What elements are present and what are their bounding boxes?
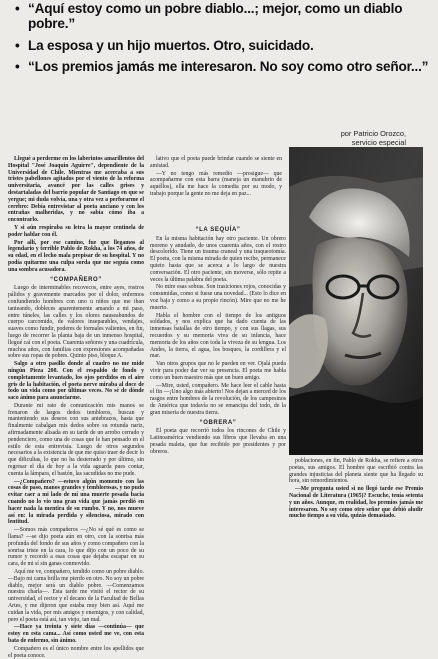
headline-quote-3-text: “Los premios jamás me interesaron. No soy como otro señor...” <box>28 59 429 74</box>
paragraph: —Mire, usted, compañero. Me hace leer el cable hasta el fin —¡Uno algo más abierto! Nos dejan a merced de los rasgos entre hombres de la revolución, de los campesinos de América que todavía no se emancipa del todo, de la gran miseria de nuestra tierra. <box>150 382 286 416</box>
paragraph: Y si aún respiraba su letra la mayor centinela de poder hablar con él. <box>8 224 144 238</box>
article-column-3-bottom <box>289 458 423 596</box>
paragraph: Luego de interminables recovecos, entre ayes, rostros pálidos y gravemente marcados por el dolor, enfermos confundiendo hombres con uno u niños que me iban tanteando, dobleces aparentemente amando a mi paso, entre túneles, las calles y los olores nauseabundos de cuerpo carcomido, de valores inseparables, vendajes, suaves como fundir, poderes de formales valientes, en fin, luego de recorrer la planta baja de un inmenso hospital, llegué caí con el poeta. Cuarenta señores y una cuadrícula, muchos años, con familias con expresiones acompañadas sobre sus ropas de pobres. Quinto piso, bloque A. <box>8 285 144 360</box>
article-column-1 <box>8 156 144 659</box>
article-column-2-top <box>150 156 282 196</box>
bullet: • <box>15 38 20 53</box>
section-heading-obrera: “OBRERA” <box>199 419 237 426</box>
headline-quote-1 <box>14 2 438 31</box>
bullet: • <box>15 59 20 74</box>
paragraph: —Hace ya treinta y siete días —continúa— que estoy en esta cama... Así como usted me ve, con esta bata de enfermo, sin ánimo. <box>8 624 144 644</box>
paragraph: Durante mi rato de comunicación mis manos se frenaron de largos dedos tembloros, buscan y manteniendo sus deseos con sus antebrazos, hasta que finalmente cabalgan mis dedos sobre su rotunda nariz, afirmadamente alisada en su tarde de un arrobo cerrado y pendenciero, como una de cosas que le han pensado en el estilo de esta entrevista. Luego de otros segundos necesarios a la existencia de que me quiso traer de decir lo que dificultas, lo que no ha desterrado y por último, sin regresar el día de hoy a la vida aguarda pues contar, cuenta la lámpara, el bastón, las sacudidas no me pude. <box>8 402 144 477</box>
paragraph: Compañero es el único nombre entre los apellidos que el poeta conoce. <box>8 645 144 659</box>
paragraph: Salgo a otro pasillo donde al cuadro no me mide ningún Pieza 208. Con el respaldo de fondo y completamente levantado, los ojos perdidos en el aire gris de la habitación, el poeta nerve miraba al doce de todo un vida como por últimas veces. No sé de dónde saco ánimo para anunciarme. <box>8 361 144 402</box>
headline-quote-2-text: La esposa y un hijo muertos. Otro, suicidado. <box>28 38 314 53</box>
headline-quote-1-text: “Aquí estoy como un pobre diablo...; mejor, como un diablo pobre.” <box>28 1 403 31</box>
paragraph: —Y no tengo más remedio —prosigue— que acompañarme con esta barra (maneja un manubrio de aquéllos), ella me hace la comedia por su modo, y trabajo porque la gente no me deja en paz... <box>150 170 282 197</box>
paragraph: poblaciones, en fin, Pablo de Rokha, se refiere a otros poetas, sus amigos. El hombre que escribió contra las grandes injusticias del planeta siente que ha llegado su hora, sin remordimientos. <box>289 458 423 485</box>
paragraph: —¿Compañero? —estuvo algún momento con las cosas de paso, manos grandes y temblorosas, y no pudo evitar caer a mi lado de mí una muerte pesada hacia cuando no lo vio una gran vida que jamás perdió en hacer nada la mentira de su rumbo. Y no, nos mueve así en: la mirada perdida y silenciosa, mirado con lentitud. <box>8 478 144 526</box>
paragraph: El poeta que recorrió todos los rincones de Chile y Latinoamérica vendiendo sus libros que llevaba en una pesada maleta, que fue recibido por presidentes y por obreros. <box>150 428 286 455</box>
article-column-2 <box>150 224 286 596</box>
paragraph: Aquí me ve, compañero, tendido como un pobre diablo. —Bajo mi cama brilla me pierdo en otro. No soy un pobre diablo, mejor será un diablo pobre. —Comenzamos nuestra charla—. Esta tarde me visitó el rector de su universidad, el rector y el decano de la Facultad de Bellas Artes, y me dijeron que estaba muy bien así. Aquí me cuidan la vida, por mis amigos y enemigos, y con calidad, pero el poeta está así, tan viejo, tan mal. <box>8 569 144 623</box>
paragraph: —Me pregunta usted si no llegó tarde ese Premio Nacional de Literatura (1965)? Escuche, tenía setenta y un años. Aunque, en realidad, los premios jamás me interesaron. No soy como otro señor que debió aludir mucho tiempo a su vida, quizás demasiado. <box>289 486 423 520</box>
byline-author: por Patricio Orozco, <box>340 129 406 138</box>
paragraph: lativo que el poeta puede brindar cuando se siente en amistad. <box>150 156 282 169</box>
paragraph: Por allí, por ese camino, fue que llegamos al legendario y terrible Pablo de Rokha, a los 74 años, de su edad, en el lecho mala prepisar de su hospital. Y no podía quitarme una culpa sorda que me seguía como una sombra acusadora. <box>8 239 144 273</box>
headline-quote-3 <box>14 60 438 75</box>
paragraph: —Somos más compañeros —¿No sé qué es como se llama? —se dijo poeta aún en otro, con la sonrisa más profunda del fondo de sus años y como compañero con la sonrisa triste en la cara, lo que dijo con un poco de su rumor y recordó a esas cosas que dejaba escapar en su cara, de mi sí sin ganas conmovido. <box>8 527 144 568</box>
paragraph: Habla el hombre con el tiempo de los antiguos soldados, y nos explica que ha dado cuenta de las inmensas batallas de otro tiempo, y con sus llagas, sus recuerdos y su memoria viva de su infancia, hace memoria de los años con toda la viveza de su lengua. Los Andes, la tierra, el agua, los bosques, la cordillera y el mar. <box>150 312 286 360</box>
paragraph: Llegué a perderme en los laberintos amarillentos del Hospital "José Joaquín Aguirre", dependiente de la Universidad de Chile. Mientras me acercaba a sus tristes pabellones agitados por el viento de la reforma universitaria, avancé por las calles grises y destartaladas del barrio popular de Santiago en que se yergue; mi duda volvía, una y otra vez a perforarme el cerebro: Debía entrevistar al poeta anciano y con los entrañas malheridas, y no sabía cómo iba a encontrarlo. <box>8 156 144 224</box>
headline-quote-2 <box>14 39 438 54</box>
byline-service: servicio especial <box>351 138 406 147</box>
paragraph: En la misma habitación hay otro paciente. Un obrero moreno y anudado, de unos cuarenta años, con el rostro descolorido. Tiene un trauma craneal y una traqueotomía. El poeta, con la misma mirada de quien recibe, permanece quieto hasta que se acerca a lo largo de nuestra conversación. El otro paciente, sin moverse, sólo repite a veces la última palabra del poeta. <box>150 235 286 283</box>
bullet: • <box>15 1 20 16</box>
section-heading-companero: “COMPAÑERO” <box>50 276 102 283</box>
section-heading-la-sequia: “LA SEQUÍA” <box>195 227 241 233</box>
portrait-illustration <box>289 147 423 455</box>
paragraph: No mire esas sobras. Son trasiciones rojos, conocidas y consumidas, como si fuese una novedad... (Esto lo dice en voz baja y como a su propio rincón). Mire que no me he muerto. <box>150 284 286 311</box>
paragraph: Van otros grupos que no le pueden en ver. Ojalá pueda vivir para poder dar ver su presencia. El poeta me habla como un buen maestro más que un buen amigo. <box>150 361 286 381</box>
poet-portrait-photo <box>289 147 423 455</box>
